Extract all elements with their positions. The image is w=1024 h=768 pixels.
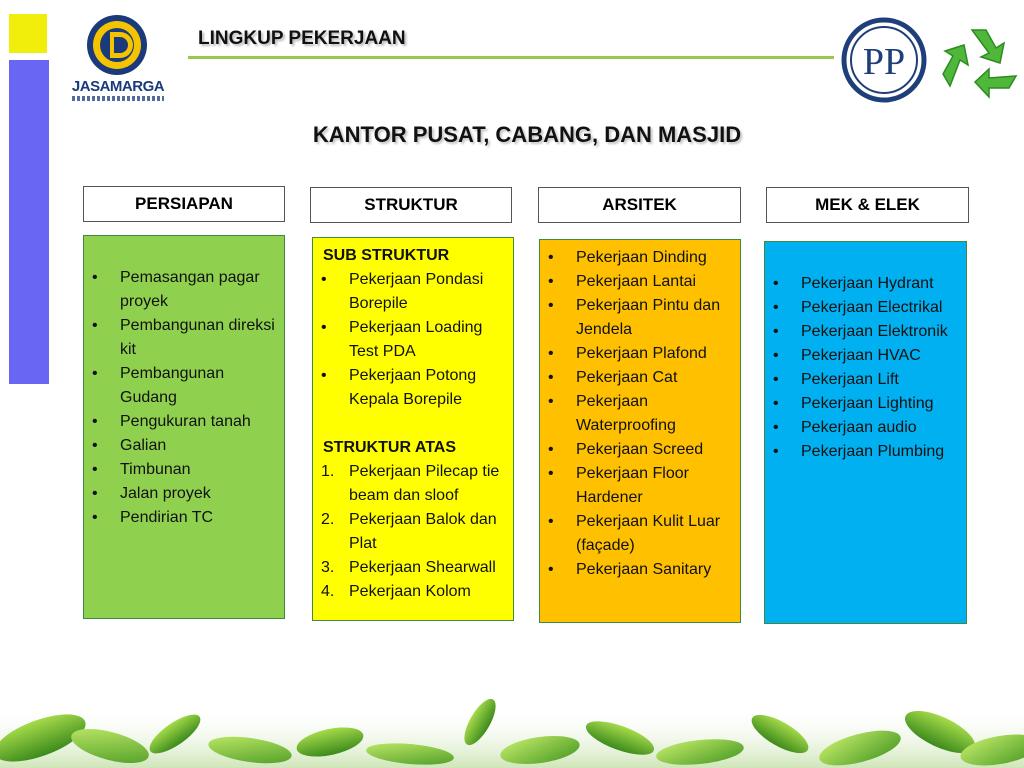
jasamarga-tagline [72, 96, 164, 101]
list-item: • Jalan proyek [92, 485, 211, 502]
list-item: • Pekerjaan Electrikal [773, 299, 943, 316]
page-title: LINGKUP PEKERJAAN [198, 28, 406, 49]
column-header-struktur: STRUKTUR [310, 187, 512, 223]
persiapan-list [84, 266, 284, 530]
list-item: 4. Pekerjaan Kolom [321, 583, 471, 600]
header-divider [188, 56, 834, 59]
struktur-atas-list [313, 460, 513, 604]
section-subtitle: KANTOR PUSAT, CABANG, DAN MASJID [312, 122, 742, 147]
pp-logo-text: PP [862, 41, 906, 83]
list-item: • Pemasangan pagar proyek [92, 269, 260, 310]
list-item: • Pekerjaan Plumbing [773, 443, 945, 460]
persiapan-box [83, 235, 285, 619]
list-item: • Pekerjaan Waterproofing [548, 393, 676, 434]
leaves-footer-decoration [0, 676, 1024, 768]
list-item: • Pekerjaan Lighting [773, 395, 934, 412]
list-item: • Pekerjaan Dinding [548, 249, 707, 266]
arsitek-box [539, 239, 741, 623]
column-header-arsitek: ARSITEK [538, 187, 741, 223]
accent-yellow-square [9, 14, 47, 53]
list-item: • Pekerjaan Cat [548, 369, 678, 386]
list-item: 3. Pekerjaan Shearwall [321, 559, 496, 576]
struktur-atas-title: STRUKTUR ATAS [323, 439, 457, 456]
sub-struktur-list [313, 268, 513, 412]
list-item: • Pekerjaan Plafond [548, 345, 707, 362]
list-item: • Pekerjaan Floor Hardener [548, 465, 689, 506]
list-item: • Pekerjaan Screed [548, 441, 704, 458]
arsitek-list [540, 246, 740, 582]
struktur-box [312, 237, 514, 621]
list-item: • Pekerjaan Elektronik [773, 323, 948, 340]
list-item: • Pekerjaan Pondasi Borepile [321, 271, 484, 312]
accent-blue-bar [9, 60, 49, 384]
sub-struktur-title: SUB STRUKTUR [323, 247, 450, 264]
list-item: • Galian [92, 437, 167, 454]
list-item: • Pekerjaan Kulit Luar (façade) [548, 513, 721, 554]
list-item: • Pekerjaan HVAC [773, 347, 921, 364]
list-item: • Timbunan [92, 461, 191, 478]
list-item: • Pekerjaan Loading Test PDA [321, 319, 483, 360]
jasamarga-logo-text: JASAMARGA [71, 78, 165, 95]
list-item: • Pekerjaan audio [773, 419, 917, 436]
list-item: • Pendirian TC [92, 509, 214, 526]
list-item: • Pengukuran tanah [92, 413, 251, 430]
list-item: • Pekerjaan Potong Kepala Borepile [321, 367, 477, 408]
list-item: 2. Pekerjaan Balok dan Plat [321, 511, 497, 552]
list-item: • Pembangunan direksi kit [92, 317, 275, 358]
list-item: • Pekerjaan Pintu dan Jendela [548, 297, 721, 338]
mek-elek-list [765, 272, 966, 464]
list-item: 1. Pekerjaan Pilecap tie beam dan sloof [321, 463, 500, 504]
column-header-mek-elek: MEK & ELEK [766, 187, 969, 223]
jasamarga-logo-icon [86, 14, 148, 76]
pp-logo [840, 16, 1024, 106]
recycle-icon [943, 30, 1016, 97]
column-header-persiapan: PERSIAPAN [83, 186, 285, 222]
list-item: • Pekerjaan Lift [773, 371, 899, 388]
list-item: • Pekerjaan Sanitary [548, 561, 712, 578]
pp-logo-icon [840, 16, 1024, 106]
list-item: • Pekerjaan Lantai [548, 273, 697, 290]
jasamarga-logo [66, 14, 170, 104]
mek-elek-box [764, 241, 967, 624]
list-item: • Pembangunan Gudang [92, 365, 225, 406]
list-item: • Pekerjaan Hydrant [773, 275, 934, 292]
